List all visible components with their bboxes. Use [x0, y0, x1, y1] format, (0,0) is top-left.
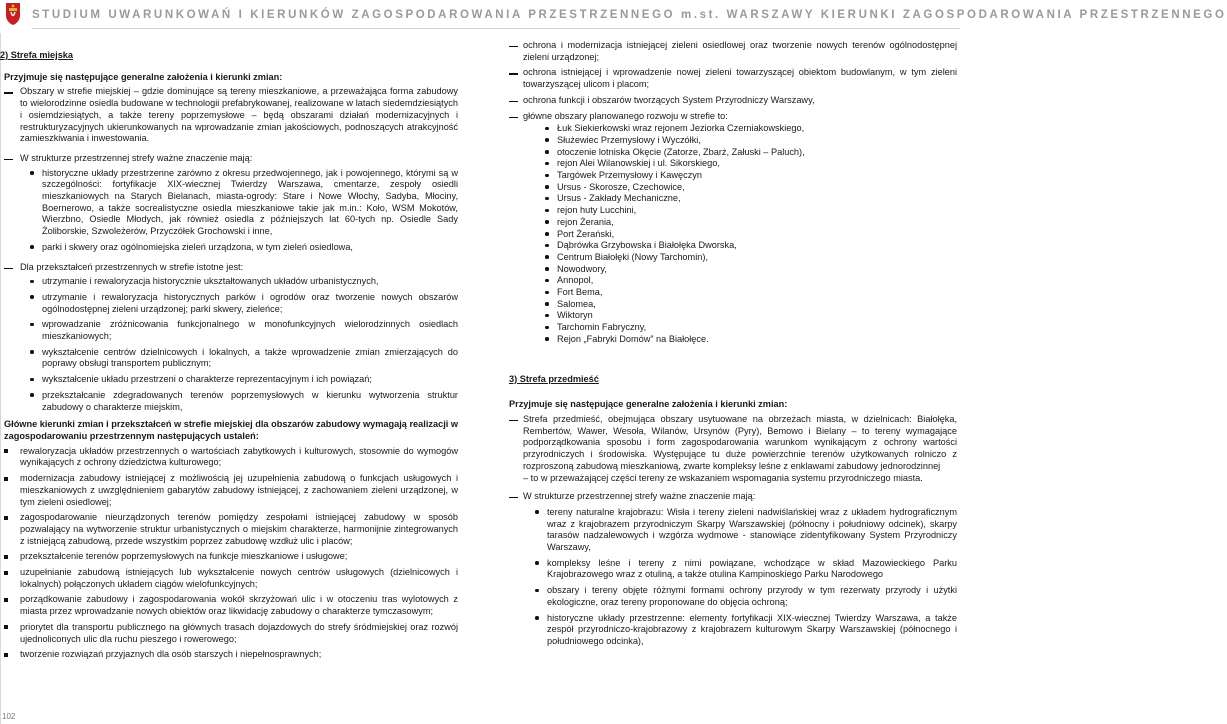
right-dash-item: ochrona i modernizacja istniejącej zieleni osiedlowej oraz tworzenie nowych terenów ogólnodostępnej zieleni urządzonej; [509, 40, 957, 63]
development-area: rejon Alei Wilanowskiej i ul. Sikorskiego, [509, 158, 957, 170]
assumptions-heading: Przyjmuje się następujące generalne założenia i kierunki zmian: [4, 71, 283, 82]
page-header [0, 0, 1227, 33]
right-column [509, 40, 957, 648]
section-title-strefa-przedmiesc: 3) Strefa przedmieść [509, 373, 599, 384]
development-area: Annopol, [509, 275, 957, 287]
main-direction-item: priorytet dla transportu publicznego na głównych trasach dojazdowych do strefy śródmiejskiej oraz rozwój ujednoliconych ulic dla ruchu pieszego i rowerowego; [0, 622, 458, 645]
structure-intro: W strukturze przestrzennej strefy ważne znaczenie mają: [0, 153, 458, 165]
main-direction-item: rewaloryzacja układów przestrzennych o wartościach zabytkowych i kulturowych, stosownie do wymogów wynikających z ochrony dziedzictwa kulturowego; [0, 446, 458, 469]
main-direction-item: modernizacja zabudowy istniejącej z możliwością jej uzupełnienia zabudową o funkcjach usługowych i mieszkaniowych z uwzględnieniem gabarytów zabudowy istniejącej, z zachowaniem zieleni urządzonej, w tym zieleni osiedlowej; [0, 473, 458, 508]
header-title: STUDIUM UWARUNKOWAŃ I KIERUNKÓW ZAGOSPODAROWANIA PRZESTRZENNEGO m.st. WARSZAWY KIERUNKI ZAGOSPODAROWANIA PRZESTRZENNEGO [32, 9, 1227, 21]
right-dash-item: główne obszary planowanego rozwoju w strefie to: [509, 111, 957, 123]
structure-item: obszary i tereny objęte różnymi formami ochrony przyrody w tym rezerwaty przyrody i użytki ekologiczne, oraz tereny proponowane do objęcia ochroną; [509, 585, 957, 608]
structure-intro: W strukturze przestrzennej strefy ważne znaczenie mają: [509, 491, 957, 503]
transform-item: wykształcenie centrów dzielnicowych i lokalnych, a także wprowadzenie zmian zmierzających do poprawy obsługi transportem publicznym; [0, 347, 458, 370]
development-area: rejon huty Lucchini, [509, 205, 957, 217]
warsaw-crest-icon [4, 2, 22, 26]
main-direction-item: tworzenie rozwiązań przyjaznych dla osób starszych i niepełnosprawnych; [0, 649, 458, 661]
development-area: Nowodwory, [509, 264, 957, 276]
main-direction-item: przekształcenie terenów poprzemysłowych na funkcje mieszkaniowe i usługowe; [0, 551, 458, 563]
structure-item: historyczne układy przestrzenne: elementy fortyfikacji XIX-wiecznej Twierdzy Warszawa, a także zespół przyrodniczo-krajobrazowy z krajobrazem kulturowym Skarpy Warszawskiej (północnego i południowego odcinka), [509, 613, 957, 648]
structure-item: parki i skwery oraz ogólnomiejska zieleń urządzona, w tym zieleń osiedlowa, [0, 242, 458, 254]
transform-item: wykształcenie układu przestrzeni o charakterze reprezentacyjnym i ich powiązań; [0, 374, 458, 386]
development-area: rejon Żerania, [509, 217, 957, 229]
development-area: Rejon „Fabryki Domów” na Białołęce. [509, 334, 957, 346]
transform-intro: Dla przekształceń przestrzennych w strefie istotne jest: [0, 262, 458, 274]
structure-item: historyczne układy przestrzenne zarówno z okresu przedwojennego, jak i powojennego, którymi są w szczególności: fortyfikacje XIX-wiecznej Twierdzy Warszawa, cmentarze, zespoły osiedli mieszkaniowych na Starych Bielanach, miasta-ogrody: Stare i Nowe Włochy, Sadyba, Młociny, Boernerowo, a także socrealistyczne osiedla mieszkaniowe takie jak m.in.: Koło, WSM Mokotów, Wierzbno, Osiedle Młodych, jak również osiedla z późniejszych lat 60-tych np. Osiedle Sady Żoliborskie, Szwoleżerów, Przyczółek Grochowski i inne, [0, 168, 458, 238]
development-area: Targówek Przemysłowy i Kawęczyn [509, 170, 957, 182]
transform-item: wprowadzanie zróżnicowania funkcjonalnego w monofunkcyjnych wielorodzinnych osiedlach mieszkaniowych; [0, 319, 458, 342]
main-direction-item: zagospodarowanie nieurządzonych terenów pomiędzy zespołami istniejącej zabudowy w sposób pozwalający na wytworzenie struktur urbanistycznych o miejskim charakterze, harmonijnie zintegrowanych z istniejącą zabudową, przede wszystkim poprzez zabudowę wzdłuż ulic i placów; [0, 512, 458, 547]
development-area: Wiktoryn [509, 310, 957, 322]
header-divider [32, 28, 960, 29]
development-area: Port Żerański, [509, 229, 957, 241]
main-direction-item: uzupełnianie zabudową istniejących lub wykształcenie nowych centrów usługowych (dzielnicowych i lokalnych) połączonych układem ciągów wielofunkcyjnych; [0, 567, 458, 590]
development-area: Fort Bema, [509, 287, 957, 299]
development-area: Ursus - Skorosze, Czechowice, [509, 182, 957, 194]
page-number: 102 [2, 712, 16, 721]
main-directions-heading: Główne kierunki zmian i przekształceń w strefie miejskiej dla obszarów zabudowy wymagają realizacji w zagospodarowaniu przestrzennym następujących ustaleń: [4, 419, 458, 441]
development-area: otoczenie lotniska Okęcie (Zatorze, Zbarż, Załuski – Paluch), [509, 147, 957, 159]
development-area: Centrum Białołęki (Nowy Tarchomin), [509, 252, 957, 264]
intro-paragraph: Obszary w strefie miejskiej – gdzie dominujące są tereny mieszkaniowe, a przeważająca forma zabudowy to wielorodzinne osiedla budowane w technologii prefabrykowanej, realizowane w latach siedemdziesiątych i osiemdziesiątych, a także tereny poprzemysłowe – będą obszarami działań modernizacyjnych i restrukturyzacyjnych ukierunkowanych na wprowadzanie zmian jakościowych, podnoszących atrakcyjność zamieszkiwania i inwestowania. [0, 86, 458, 145]
transform-item: przekształcanie zdegradowanych terenów poprzemysłowych w kierunku wytworzenia struktur zabudowy o charakterze miejskim, [0, 390, 458, 413]
structure-item: kompleksy leśne i tereny z nimi powiązane, wchodzące w skład Mazowieckiego Parku Krajobrazowego wraz z otuliną, a także otulina Kampinoskiego Parku Narodowego [509, 558, 957, 581]
right-dash-item: ochrona funkcji i obszarów tworzących System Przyrodniczy Warszawy, [509, 95, 957, 107]
development-area: Łuk Siekierkowski wraz rejonem Jeziorka Czerniakowskiego, [509, 123, 957, 135]
development-area: Ursus - Zakłady Mechaniczne, [509, 193, 957, 205]
intro-paragraph: Strefa przedmieść, obejmująca obszary usytuowane na obrzeżach miasta, w dzielnicach: Białołęka, Rembertów, Wawer, Wesoła, Wilanów, Ursynów (Pyry), Bemowo i Bielany – to tereny wymagające podporządkowania sposobu i form zagospodarowania warunkom wynikającym z ochrony wartości przyrodniczych i środowiska. Występujące tu duże powierzchnie terenów użytkowanych rolniczo z rozproszoną zabudową mieszkaniową, zwarte kompleksy leśne z enklawami zabudowy jednorodzinnej [509, 414, 957, 473]
main-direction-item: porządkowanie zabudowy i zagospodarowania wokół skrzyżowań ulic i w otoczeniu tras wylotowych z miasta przez wprowadzanie nowych obiektów oraz likwidację zabudowy o charakterze tymczasowym; [0, 594, 458, 617]
structure-item: tereny naturalne krajobrazu: Wisła i tereny zieleni nadwiślańskiej wraz z układem hydrograficznym wraz z krajobrazem przyrodniczym Skarpy Warszawskiej (północny i południowy odcinek), skarpy tarasów nadzalewowych i wzgórza wydmowe - stanowiące zidentyfikowany System Przyrodniczy Warszawy, [509, 507, 957, 554]
development-area: Tarchomin Fabryczny, [509, 322, 957, 334]
section-title-strefa-miejska: 2) Strefa miejska [0, 50, 74, 60]
development-area: Dąbrówka Grzybowska i Białołęka Dworska, [509, 240, 957, 252]
intro-paragraph-continuation: – to w przeważającej części tereny ze wskazaniem wspomagania systemu przyrodniczego miasta. [523, 472, 923, 483]
development-area: Służewiec Przemysłowy i Wyczółki, [509, 135, 957, 147]
left-column [0, 50, 458, 661]
transform-item: utrzymanie i rewaloryzacja historycznych parków i ogrodów oraz tworzenie nowych obszarów ogólnodostępnej zieleni urządzonej; parki skwery, zieleńce; [0, 292, 458, 315]
development-area: Salomea, [509, 299, 957, 311]
right-dash-item: ochrona istniejącej i wprowadzenie nowej zieleni towarzyszącej obiektom budowlanym, w tym zieleni towarzyszącej ulicom i placom; [509, 67, 957, 90]
assumptions-heading: Przyjmuje się następujące generalne założenia i kierunki zmian: [509, 399, 788, 410]
transform-item: utrzymanie i rewaloryzacja historycznie ukształtowanych układów urbanistycznych, [0, 276, 458, 288]
